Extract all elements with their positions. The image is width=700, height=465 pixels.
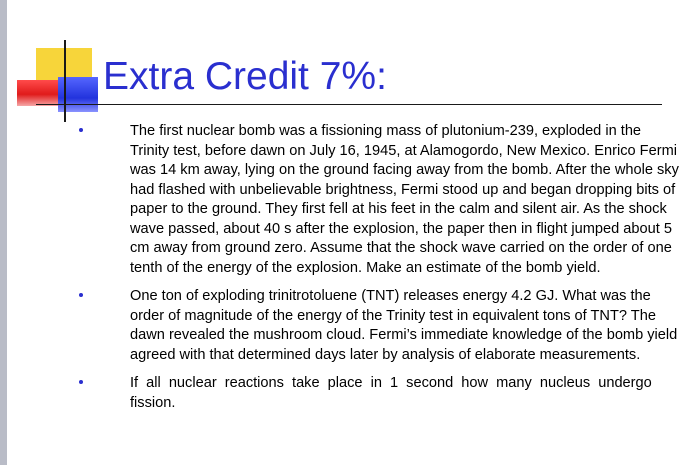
bullet-text: The first nuclear bomb was a fissioning mass of plutonium-239, exploded in the Trinity test, before dawn on July 16, 1945, at Alamogordo, New Mexico. Enrico Fermi was 14 km away, lying on the ground facing away from the bomb. After the whole sky had flashed with unbelievable brightness, Fermi stood up and began dropping bits of paper to the ground. They first fell at his feet in the calm and silent air. As the shock wave passed, about 40 s after the explosion, the paper then in flight jumped about 5 cm away from ground zero. Assume that the shock wave carried on the order of one tenth of the energy of the explosion. Make an estimate of the bomb yield.: [130, 123, 679, 276]
title-underline: [36, 104, 662, 105]
bullet-dot-icon: [79, 293, 83, 297]
slide-title: Extra Credit 7%:: [103, 55, 387, 98]
bullet-item: [0, 374, 700, 413]
bullet-text: If all nuclear reactions take place in 1 second how many nucleus undergo fission.: [130, 375, 652, 411]
bullet-text: One ton of exploding trinitrotoluene (TNT) releases energy 4.2 GJ. What was the order of magnitude of the energy of the Trinity test in equivalent tons of TNT? The dawn revealed the mushroom cloud. Fermi’s immediate knowledge of the bomb yield agreed with that determined days later by analysis of elaborate measurements.: [130, 288, 678, 363]
bullet-list: [0, 122, 700, 422]
vertical-rule: [64, 40, 66, 122]
bullet-dot-icon: [79, 128, 83, 132]
slide-decoration-logo: [0, 0, 110, 120]
bullet-item: [0, 287, 700, 365]
red-square: [17, 80, 61, 106]
bullet-dot-icon: [79, 380, 83, 384]
bullet-item: [0, 122, 700, 278]
